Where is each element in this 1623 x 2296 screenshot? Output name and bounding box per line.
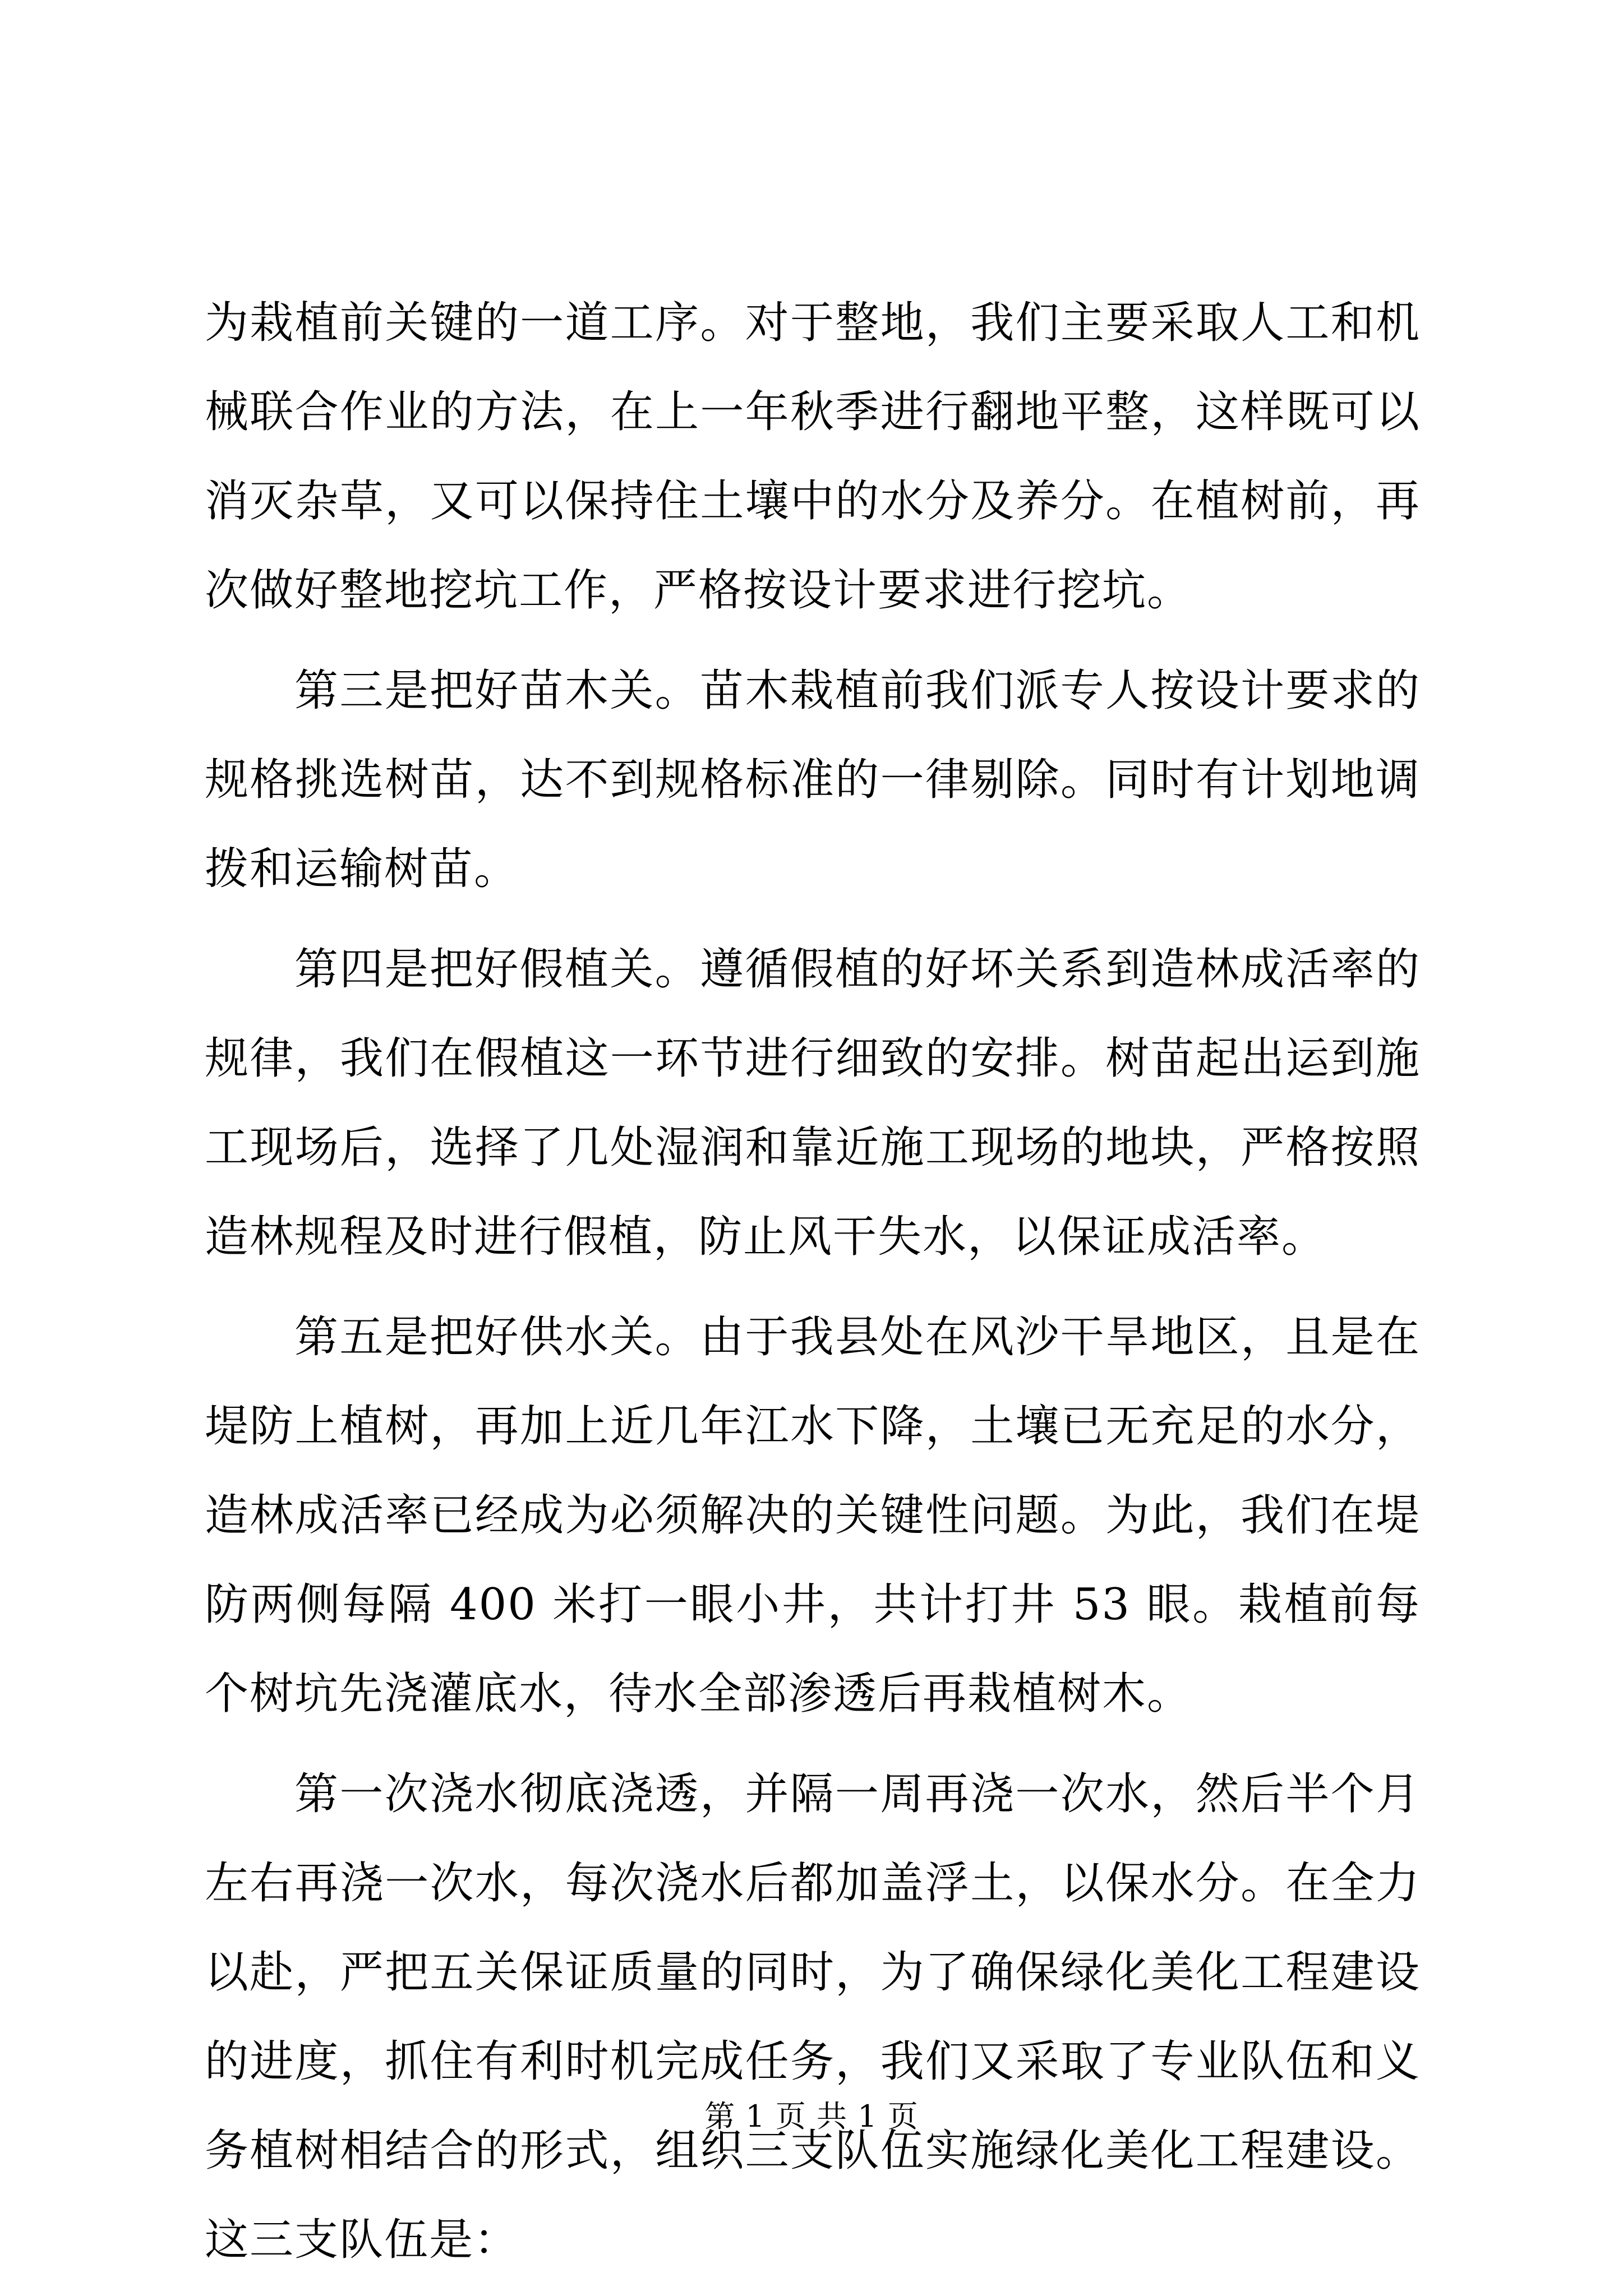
document-body xyxy=(205,279,1421,2296)
paragraph-2: 第三是把好苗木关。苗木栽植前我们派专人按设计要求的规格挑选树苗，达不到规格标准的一律剔除。同时有计划地调拨和运输树苗。 xyxy=(205,666,1421,894)
paragraph-5: 第一次浇水彻底浇透，并隔一周再浇一次水，然后半个月左右再浇一次水，每次浇水后都加盖浮土，以保水分。在全力以赴，严把五关保证质量的同时，为了确保绿化美化工程建设的进度，抓住有利时机完成任务，我们又采取了专业队伍和义务植树相结合的形式，组织三支队伍实施绿化美化工程建设。这三支队伍是： xyxy=(205,1769,1421,2265)
paragraph-1: 为栽植前关键的一道工序。对于整地，我们主要采取人工和机械联合作业的方法，在上一年秋季进行翻地平整，这样既可以消灭杂草，又可以保持住土壤中的水分及养分。在植树前，再次做好整地挖坑工作，严格按设计要求进行挖坑。 xyxy=(205,298,1421,616)
page-number-label: 第 1 页 共 1 页 xyxy=(704,2099,919,2134)
paragraph-4: 第五是把好供水关。由于我县处在风沙干旱地区，且是在堤防上植树，再加上近几年江水下降，土壤已无充足的水分，造林成活率已经成为必须解决的关键性问题。为此，我们在堤防两侧每隔 400 米打一眼小井，共计打井 53 眼。栽植前每个树坑先浇灌底水，待水全部渗透后再栽植树木。 xyxy=(205,1312,1421,1719)
paragraph-3: 第四是把好假植关。遵循假植的好坏关系到造林成活率的规律，我们在假植这一环节进行细致的安排。树苗起出运到施工现场后，选择了几处湿润和靠近施工现场的地块，严格按照造林规程及时进行假植，防止风干失水，以保证成活率。 xyxy=(205,944,1421,1262)
page-footer xyxy=(0,2097,1623,2136)
